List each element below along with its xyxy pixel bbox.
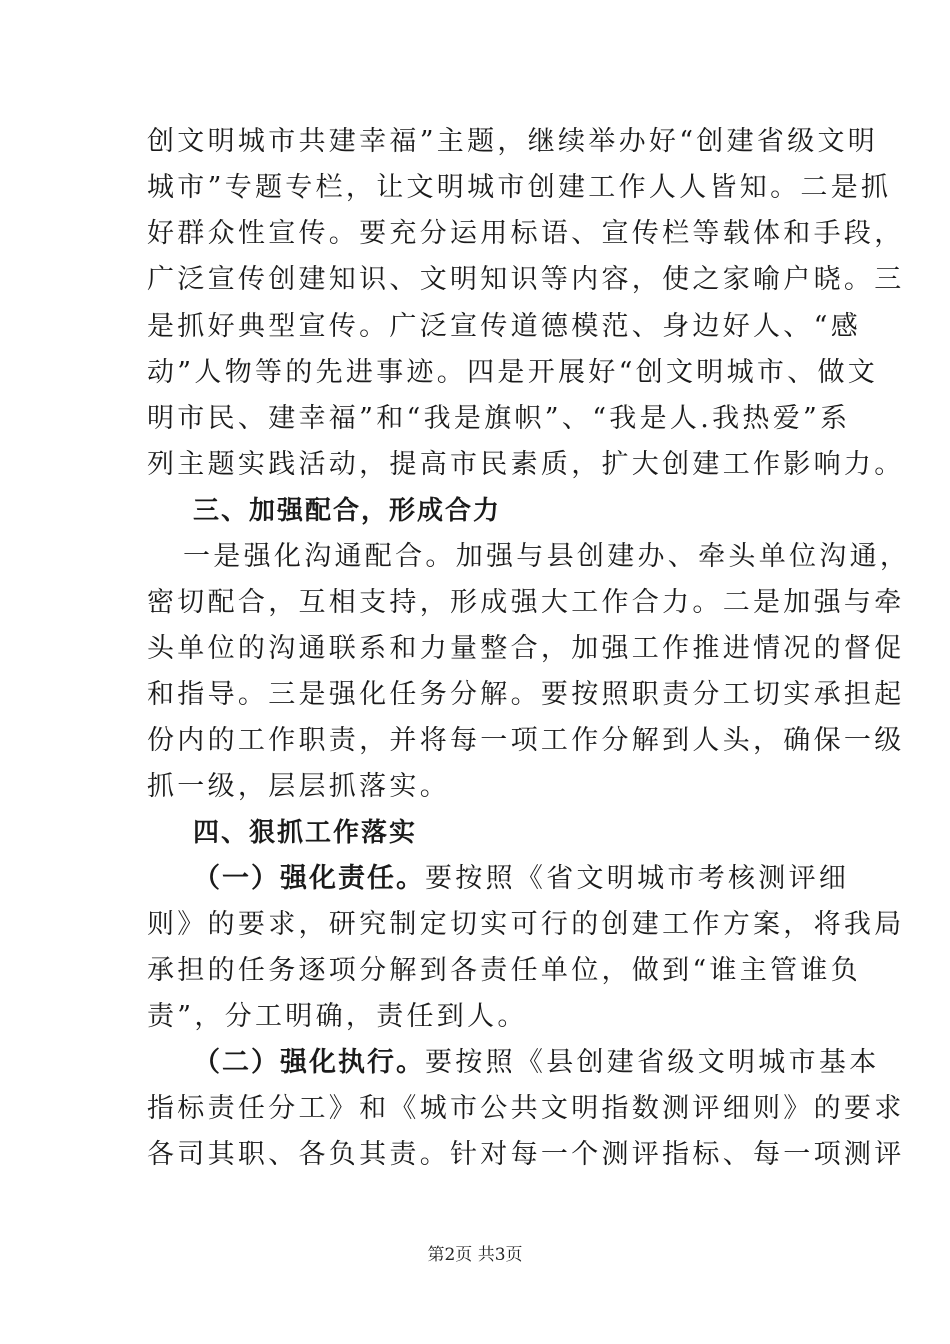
paragraph-line: 动”人物等的先进事迹。四是开展好“创文明城市、做文 — [147, 357, 879, 388]
paragraph-line: 明市民、建幸福”和“我是旗帜”、“我是人.我热爱”系 — [147, 403, 851, 434]
subsection-text: 要按照《县创建省级文明城市基本 — [425, 1047, 880, 1078]
paragraph-line: 是抓好典型宣传。广泛宣传道德模范、身边好人、“感 — [147, 311, 862, 342]
paragraph-line: 广泛宣传创建知识、文明知识等内容，使之家喻户晓。三 — [147, 264, 905, 295]
subsection-text: 要按照《省文明城市考核测评细 — [425, 863, 850, 894]
paragraph-line: 指标责任分工》和《城市公共文明指数测评细则》的要求 — [147, 1093, 905, 1124]
subsection-label: （二）强化执行。 — [193, 1047, 425, 1078]
subsection-first-line — [193, 861, 849, 897]
paragraph-line: 一是强化沟通配合。加强与县创建办、牵头单位沟通， — [183, 541, 911, 572]
page-footer: 第2页 共3页 — [427, 1245, 523, 1265]
paragraph-line: 创文明城市共建幸福”主题，继续举办好“创建省级文明 — [147, 126, 879, 157]
paragraph-line: 头单位的沟通联系和力量整合，加强工作推进情况的督促 — [147, 633, 905, 664]
paragraph-line: 抓一级，层层抓落实。 — [147, 771, 450, 802]
paragraph-line: 和指导。三是强化任务分解。要按照职责分工切实承担起 — [147, 679, 905, 710]
subsection-first-line — [193, 1045, 880, 1081]
paragraph-line: 则》的要求，研究制定切实可行的创建工作方案，将我局 — [147, 909, 905, 940]
paragraph-line: 城市”专题专栏，让文明城市创建工作人人皆知。二是抓 — [147, 172, 892, 203]
paragraph-line: 承担的任务逐项分解到各责任单位，做到“谁主管谁负 — [147, 955, 862, 986]
paragraph-line: 列主题实践活动，提高市民素质，扩大创建工作影响力。 — [147, 449, 905, 480]
paragraph-line: 各司其职、各负其责。针对每一个测评指标、每一项测评 — [147, 1139, 905, 1170]
paragraph-line: 好群众性宣传。要充分运用标语、宣传栏等载体和手段， — [147, 218, 905, 249]
paragraph-line: 责”，分工明确，责任到人。 — [147, 1001, 528, 1032]
section-heading: 四、狠抓工作落实 — [193, 818, 418, 848]
section-heading: 三、加强配合，形成合力 — [193, 496, 502, 526]
subsection-label: （一）强化责任。 — [193, 863, 425, 894]
paragraph-line: 密切配合，互相支持，形成强大工作合力。二是加强与牵 — [147, 587, 905, 618]
paragraph-line: 份内的工作职责，并将每一项工作分解到人头，确保一级 — [147, 725, 905, 756]
